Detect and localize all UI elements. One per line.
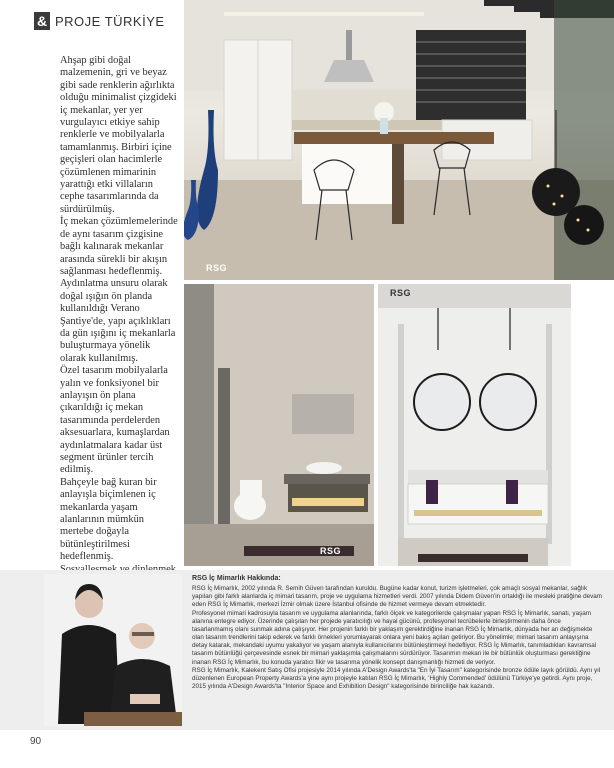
kitchen-photo <box>184 0 614 280</box>
section-amp-badge: & <box>34 12 50 30</box>
article-paragraph: Ahşap gibi doğal malzemenin, gri ve beyaz gibi sade renklerin ağırlıkta olduğu minimalist çizgideki iç mekanlar, yer yer vurgulayıcı etkiye sahip renklerle ve mobilyalarla tamamlanmış. Birbiri içine geçişleri olan hacimlerle çözümlenen mimarinin yarattığı etki villaların cephe tasarımlarında da sürdürülmüş. <box>60 55 177 215</box>
bio-paragraph: Profesyonel mimari kadrosuyla tasarım ve uygulama alanlarında, farklı ölçek ve kategorilerde çalışmalar yapan RSG İç Mimarlık, sanatı, yaşam alanına entegre ediyor. Üzerinde çalışılan her projede yaratıcılığı ve hayal gücünü, profesyonel tecrübelerle birleştirmenin daha önce tasarlanmamış olanı sunmak adına çalışıyor. Her projenin farklı bir yaklaşım gerektirdiğine inanan RSG İç Mimarlık, dünyada her an değişmekte olan tasarım trendlerini takip ederek ve farklı örnekleri yorumlayarak onlara yeni bakış açıları getiriyor. Bu yönelimle; mimari tasarım anlayışına detay katarak, mekandaki uyumu yakalıyor ve yaşam alanıyla kullanıcılarını bütünleştirmeyi hedefliyor. RSG İç Mimarlık, tanımladıkları kavramsal tasarım bütünlüğü çerçevesinde esnek bir mimari yaklaşımla çalışmalarını sürdürüyor. Tasarımın mekan ile bir bütünlük oluşturması gerektiğine inanan RSG İç Mimarlık, bu konuda yaratıcı fikir ve tasarıma yönelik konsept danışmanlığı hizmeti de veriyor. <box>192 609 597 666</box>
article-paragraph: İç mekan çözümlemelerinde de aynı tasarım çizgisine bağlı kalınarak mekanlar arasında sürekli bir akışın sağlanması hedeflenmiş. <box>60 216 178 277</box>
bio-paragraph: RSG İç Mimarlık, Kalekent Satış Ofisi projesiyle 2014 yılında A'Design Awards'ta "En İyi Tasarım" kategorisinde bronze ödüle layık görüldü. Aynı yıl düzenlenen European Property Awards'a yine aynı projeyle katılan RSG İç Mimarlık, 'Highly Commended' ödülünü Türkiye'ye getirdi. Aynı proje, 2015 yılında A'Design Awards'ta "Interior Space and Exhibition Design" kategorisinde birinciliğe hak kazandı. <box>192 666 601 691</box>
photo-watermark: RSG <box>390 288 412 298</box>
article-paragraph: Aydınlatma unsuru olarak doğal ışığın ön planda kullanıldığı Verano Şantiye'de, yapı açıklıkları da gün ışığını iç mekanlarla buluşturmaya yönelik olarak kullanılmış. <box>60 278 176 364</box>
photo-watermark: RSG <box>320 546 342 556</box>
founders-portrait-illustration <box>44 574 182 726</box>
founders-portrait <box>44 574 182 726</box>
bathroom-illustration-right <box>378 284 571 566</box>
bathroom-photo-right <box>378 284 571 566</box>
page-number: 90 <box>30 736 42 747</box>
bio-text-block <box>192 575 602 691</box>
section-label: PROJE TÜRKİYE <box>55 13 165 29</box>
article-paragraph: Bahçeyle bağ kuran bir anlayışla biçimlenen iç mekanlarda yaşam alanlarının mümkün mertebe doğayla bütünleştirilmesi hedeflenmiş. <box>60 476 157 563</box>
bathroom-photo-left <box>184 284 374 566</box>
bio-title: RSG İç Mimarlık Hakkında: <box>192 575 281 582</box>
section-header <box>34 12 165 30</box>
photo-watermark: RSG <box>206 263 228 273</box>
bio-paragraph: RSG İç Mimarlık, 2002 yılında R. Semih Güven tarafından kuruldu. Bugüne kadar konut, turizm işletmeleri, çok amaçlı sosyal mekanlar, sağlık yapıları gibi farklı alanlarda iç mimari tasarım, proje ve uygulama hizmetleri verdi. 2007 yılında Didem Güven'in ortaklığı ile mesleki pratiğine devam eden RSG İç Mimarlık, merkezi İzmir olmak üzere İstanbul ofisinde de hizmet vermeye devam etmektedir. <box>192 585 602 609</box>
article-paragraph: Özel tasarım mobilyalarla yalın ve fonksiyonel bir anlayışın ön plana çıkarıldığı iç mekan tasarımında perdelerden aksesuarlara, kumaşlardan aydınlatmalara kadar üst segment ürünler tercih edilmiş. <box>60 365 170 476</box>
bathroom-illustration-left <box>184 284 374 566</box>
kitchen-illustration <box>184 0 614 280</box>
